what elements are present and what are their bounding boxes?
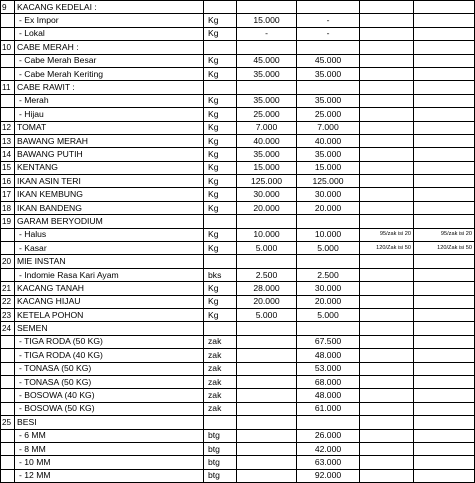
price-previous-cell xyxy=(237,429,297,442)
note-previous-cell: 95/zak isi 20 xyxy=(360,228,414,241)
price-previous-cell: 25.000 xyxy=(237,108,297,121)
price-current-cell: 45.000 xyxy=(297,54,360,67)
item-name-cell: - BOSOWA (40 KG) xyxy=(15,389,204,402)
price-current-cell xyxy=(297,1,360,14)
note-previous-cell xyxy=(360,322,414,335)
price-current-cell: 35.000 xyxy=(297,94,360,107)
note-previous-cell xyxy=(360,349,414,362)
table-row xyxy=(1,94,475,107)
price-current-cell: 68.000 xyxy=(297,375,360,388)
price-previous-cell xyxy=(237,402,297,415)
unit-cell xyxy=(204,1,237,14)
table-row xyxy=(1,282,475,295)
note-previous-cell xyxy=(360,201,414,214)
note-current-cell xyxy=(414,108,475,121)
row-number-cell: 24 xyxy=(1,322,15,335)
item-name-cell: CABE RAWIT : xyxy=(15,81,204,94)
row-number-cell: 10 xyxy=(1,41,15,54)
table-row xyxy=(1,134,475,147)
table-row xyxy=(1,108,475,121)
unit-cell xyxy=(204,215,237,228)
note-current-cell xyxy=(414,41,475,54)
row-number-cell: 15 xyxy=(1,161,15,174)
row-number-cell: 9 xyxy=(1,1,15,14)
note-current-cell xyxy=(414,121,475,134)
note-previous-cell xyxy=(360,469,414,482)
note-current-cell xyxy=(414,268,475,281)
note-current-cell xyxy=(414,282,475,295)
unit-cell: Kg xyxy=(204,54,237,67)
note-current-cell xyxy=(414,375,475,388)
table-row xyxy=(1,54,475,67)
table-row xyxy=(1,27,475,40)
price-current-cell: 61.000 xyxy=(297,402,360,415)
note-previous-cell xyxy=(360,268,414,281)
note-previous-cell xyxy=(360,442,414,455)
price-current-cell: 10.000 xyxy=(297,228,360,241)
note-current-cell xyxy=(414,134,475,147)
unit-cell: btg xyxy=(204,442,237,455)
table-row xyxy=(1,81,475,94)
unit-cell xyxy=(204,322,237,335)
note-previous-cell xyxy=(360,14,414,27)
price-previous-cell: 30.000 xyxy=(237,188,297,201)
note-previous-cell xyxy=(360,54,414,67)
note-previous-cell xyxy=(360,335,414,348)
note-current-cell xyxy=(414,322,475,335)
note-previous-cell xyxy=(360,81,414,94)
item-name-cell: CABE MERAH : xyxy=(15,41,204,54)
price-current-cell: - xyxy=(297,27,360,40)
item-name-cell: - Halus xyxy=(15,228,204,241)
row-number-cell xyxy=(1,54,15,67)
row-number-cell xyxy=(1,362,15,375)
note-current-cell xyxy=(414,416,475,429)
note-previous-cell xyxy=(360,282,414,295)
table-row xyxy=(1,375,475,388)
note-previous-cell xyxy=(360,308,414,321)
note-current-cell xyxy=(414,442,475,455)
unit-cell: Kg xyxy=(204,67,237,80)
item-name-cell: - TIGA RODA (50 KG) xyxy=(15,335,204,348)
unit-cell: Kg xyxy=(204,175,237,188)
item-name-cell: TOMAT xyxy=(15,121,204,134)
row-number-cell: 16 xyxy=(1,175,15,188)
item-name-cell: MIE INSTAN xyxy=(15,255,204,268)
unit-cell: zak xyxy=(204,402,237,415)
note-current-cell xyxy=(414,308,475,321)
table-row xyxy=(1,322,475,335)
note-previous-cell xyxy=(360,134,414,147)
unit-cell: zak xyxy=(204,349,237,362)
note-current-cell xyxy=(414,456,475,469)
unit-cell: btg xyxy=(204,469,237,482)
price-current-cell: 5.000 xyxy=(297,308,360,321)
table-row xyxy=(1,148,475,161)
table-row xyxy=(1,242,475,255)
item-name-cell: IKAN KEMBUNG xyxy=(15,188,204,201)
price-previous-cell: 28.000 xyxy=(237,282,297,295)
row-number-cell xyxy=(1,429,15,442)
note-previous-cell: 120/Zak isi 50 xyxy=(360,242,414,255)
price-current-cell: 92.000 xyxy=(297,469,360,482)
table-row xyxy=(1,188,475,201)
unit-cell: Kg xyxy=(204,134,237,147)
price-current-cell: 15.000 xyxy=(297,161,360,174)
row-number-cell: 17 xyxy=(1,188,15,201)
note-previous-cell xyxy=(360,27,414,40)
price-previous-cell: 40.000 xyxy=(237,134,297,147)
table-row xyxy=(1,121,475,134)
table-row xyxy=(1,442,475,455)
price-previous-cell xyxy=(237,255,297,268)
table-row xyxy=(1,228,475,241)
item-name-cell: BAWANG PUTIH xyxy=(15,148,204,161)
price-current-cell xyxy=(297,81,360,94)
price-previous-cell xyxy=(237,389,297,402)
item-name-cell: - BOSOWA (50 KG) xyxy=(15,402,204,415)
item-name-cell: KACANG TANAH xyxy=(15,282,204,295)
note-previous-cell xyxy=(360,375,414,388)
unit-cell: zak xyxy=(204,375,237,388)
price-previous-cell: 2.500 xyxy=(237,268,297,281)
row-number-cell xyxy=(1,67,15,80)
row-number-cell xyxy=(1,94,15,107)
table-row xyxy=(1,161,475,174)
unit-cell: Kg xyxy=(204,14,237,27)
item-name-cell: - Ex Impor xyxy=(15,14,204,27)
table-row xyxy=(1,416,475,429)
unit-cell: Kg xyxy=(204,27,237,40)
note-current-cell xyxy=(414,402,475,415)
table-row xyxy=(1,402,475,415)
price-previous-cell: 5.000 xyxy=(237,242,297,255)
price-previous-cell: 7.000 xyxy=(237,121,297,134)
item-name-cell: - Hijau xyxy=(15,108,204,121)
item-name-cell: BAWANG MERAH xyxy=(15,134,204,147)
note-previous-cell xyxy=(360,108,414,121)
unit-cell xyxy=(204,81,237,94)
unit-cell: Kg xyxy=(204,242,237,255)
note-current-cell: 95/zak isi 20 xyxy=(414,228,475,241)
price-previous-cell: - xyxy=(237,27,297,40)
note-previous-cell xyxy=(360,1,414,14)
price-current-cell: 5.000 xyxy=(297,242,360,255)
item-name-cell: - TONASA (50 KG) xyxy=(15,375,204,388)
item-name-cell: - 10 MM xyxy=(15,456,204,469)
note-current-cell xyxy=(414,389,475,402)
price-current-cell: 30.000 xyxy=(297,188,360,201)
price-current-cell xyxy=(297,255,360,268)
unit-cell: zak xyxy=(204,335,237,348)
note-current-cell xyxy=(414,14,475,27)
price-current-cell: 53.000 xyxy=(297,362,360,375)
price-current-cell: 7.000 xyxy=(297,121,360,134)
table-row xyxy=(1,389,475,402)
price-current-cell: 125.000 xyxy=(297,175,360,188)
note-current-cell xyxy=(414,161,475,174)
unit-cell: Kg xyxy=(204,282,237,295)
item-name-cell: - Lokal xyxy=(15,27,204,40)
item-name-cell: - Indomie Rasa Kari Ayam xyxy=(15,268,204,281)
price-current-cell: 26.000 xyxy=(297,429,360,442)
unit-cell: btg xyxy=(204,456,237,469)
price-previous-cell xyxy=(237,416,297,429)
table-row xyxy=(1,255,475,268)
price-previous-cell: 35.000 xyxy=(237,67,297,80)
note-previous-cell xyxy=(360,362,414,375)
price-previous-cell xyxy=(237,362,297,375)
unit-cell: zak xyxy=(204,389,237,402)
note-current-cell xyxy=(414,295,475,308)
price-current-cell xyxy=(297,215,360,228)
table-row xyxy=(1,349,475,362)
price-current-cell: 35.000 xyxy=(297,148,360,161)
row-number-cell: 19 xyxy=(1,215,15,228)
note-current-cell xyxy=(414,1,475,14)
unit-cell: Kg xyxy=(204,228,237,241)
note-previous-cell xyxy=(360,429,414,442)
table-row xyxy=(1,295,475,308)
note-current-cell xyxy=(414,175,475,188)
note-previous-cell xyxy=(360,67,414,80)
note-current-cell xyxy=(414,349,475,362)
price-previous-cell xyxy=(237,375,297,388)
unit-cell: Kg xyxy=(204,148,237,161)
note-previous-cell xyxy=(360,175,414,188)
row-number-cell xyxy=(1,228,15,241)
item-name-cell: KACANG HIJAU xyxy=(15,295,204,308)
note-previous-cell xyxy=(360,402,414,415)
item-name-cell: - TIGA RODA (40 KG) xyxy=(15,349,204,362)
price-previous-cell: 15.000 xyxy=(237,161,297,174)
row-number-cell: 22 xyxy=(1,295,15,308)
price-previous-cell: 35.000 xyxy=(237,94,297,107)
price-previous-cell xyxy=(237,469,297,482)
unit-cell: zak xyxy=(204,362,237,375)
row-number-cell xyxy=(1,242,15,255)
table-row xyxy=(1,335,475,348)
table-row xyxy=(1,41,475,54)
table-row xyxy=(1,14,475,27)
row-number-cell xyxy=(1,469,15,482)
row-number-cell xyxy=(1,375,15,388)
unit-cell xyxy=(204,416,237,429)
unit-cell: Kg xyxy=(204,295,237,308)
price-current-cell: 35.000 xyxy=(297,67,360,80)
row-number-cell: 14 xyxy=(1,148,15,161)
unit-cell xyxy=(204,255,237,268)
note-previous-cell xyxy=(360,148,414,161)
price-current-cell: 40.000 xyxy=(297,134,360,147)
unit-cell: Kg xyxy=(204,94,237,107)
price-previous-cell xyxy=(237,322,297,335)
item-name-cell: - Cabe Merah Besar xyxy=(15,54,204,67)
item-name-cell: IKAN BANDENG xyxy=(15,201,204,214)
note-previous-cell xyxy=(360,94,414,107)
item-name-cell: IKAN ASIN TERI xyxy=(15,175,204,188)
item-name-cell: - 8 MM xyxy=(15,442,204,455)
table-row xyxy=(1,429,475,442)
row-number-cell: 12 xyxy=(1,121,15,134)
price-previous-cell: 45.000 xyxy=(237,54,297,67)
unit-cell: Kg xyxy=(204,188,237,201)
row-number-cell xyxy=(1,389,15,402)
unit-cell: Kg xyxy=(204,161,237,174)
note-previous-cell xyxy=(360,161,414,174)
note-current-cell xyxy=(414,469,475,482)
table-row xyxy=(1,201,475,214)
row-number-cell: 25 xyxy=(1,416,15,429)
row-number-cell xyxy=(1,268,15,281)
item-name-cell: - 6 MM xyxy=(15,429,204,442)
note-current-cell xyxy=(414,54,475,67)
note-previous-cell xyxy=(360,389,414,402)
item-name-cell: - TONASA (50 KG) xyxy=(15,362,204,375)
row-number-cell xyxy=(1,14,15,27)
price-current-cell xyxy=(297,416,360,429)
price-current-cell xyxy=(297,322,360,335)
note-previous-cell xyxy=(360,215,414,228)
table-row xyxy=(1,67,475,80)
price-current-cell: 63.000 xyxy=(297,456,360,469)
price-previous-cell xyxy=(237,81,297,94)
price-previous-cell xyxy=(237,456,297,469)
note-current-cell xyxy=(414,94,475,107)
item-name-cell: KENTANG xyxy=(15,161,204,174)
price-current-cell: 2.500 xyxy=(297,268,360,281)
note-current-cell xyxy=(414,27,475,40)
price-previous-cell: 5.000 xyxy=(237,308,297,321)
row-number-cell: 18 xyxy=(1,201,15,214)
note-current-cell: 120/Zak isi 50 xyxy=(414,242,475,255)
row-number-cell: 21 xyxy=(1,282,15,295)
price-previous-cell: 20.000 xyxy=(237,201,297,214)
row-number-cell: 23 xyxy=(1,308,15,321)
row-number-cell: 11 xyxy=(1,81,15,94)
price-current-cell: 20.000 xyxy=(297,295,360,308)
note-current-cell xyxy=(414,188,475,201)
item-name-cell: - Cabe Merah Keriting xyxy=(15,67,204,80)
table-row xyxy=(1,308,475,321)
price-current-cell: - xyxy=(297,14,360,27)
price-current-cell: 20.000 xyxy=(297,201,360,214)
item-name-cell: SEMEN xyxy=(15,322,204,335)
price-previous-cell: 20.000 xyxy=(237,295,297,308)
note-current-cell xyxy=(414,255,475,268)
price-previous-cell xyxy=(237,1,297,14)
item-name-cell: - Merah xyxy=(15,94,204,107)
item-name-cell: KETELA POHON xyxy=(15,308,204,321)
item-name-cell: BESI xyxy=(15,416,204,429)
item-name-cell: KACANG KEDELAI : xyxy=(15,1,204,14)
price-previous-cell xyxy=(237,442,297,455)
item-name-cell: - 12 MM xyxy=(15,469,204,482)
note-current-cell xyxy=(414,335,475,348)
price-current-cell xyxy=(297,41,360,54)
table-row xyxy=(1,175,475,188)
note-current-cell xyxy=(414,362,475,375)
item-name-cell: GARAM BERYODIUM xyxy=(15,215,204,228)
unit-cell xyxy=(204,41,237,54)
note-current-cell xyxy=(414,429,475,442)
price-current-cell: 48.000 xyxy=(297,349,360,362)
price-previous-cell xyxy=(237,335,297,348)
table-row xyxy=(1,362,475,375)
price-previous-cell xyxy=(237,215,297,228)
item-name-cell: - Kasar xyxy=(15,242,204,255)
unit-cell: Kg xyxy=(204,121,237,134)
note-previous-cell xyxy=(360,121,414,134)
unit-cell: bks xyxy=(204,268,237,281)
unit-cell: Kg xyxy=(204,308,237,321)
price-current-cell: 42.000 xyxy=(297,442,360,455)
table-row xyxy=(1,1,475,14)
table-row xyxy=(1,268,475,281)
row-number-cell xyxy=(1,402,15,415)
unit-cell: Kg xyxy=(204,108,237,121)
unit-cell: Kg xyxy=(204,201,237,214)
note-previous-cell xyxy=(360,416,414,429)
row-number-cell xyxy=(1,442,15,455)
price-current-cell: 25.000 xyxy=(297,108,360,121)
note-previous-cell xyxy=(360,295,414,308)
table-body xyxy=(1,1,475,483)
price-current-cell: 48.000 xyxy=(297,389,360,402)
price-previous-cell: 35.000 xyxy=(237,148,297,161)
row-number-cell xyxy=(1,349,15,362)
row-number-cell xyxy=(1,456,15,469)
price-current-cell: 30.000 xyxy=(297,282,360,295)
row-number-cell xyxy=(1,335,15,348)
note-current-cell xyxy=(414,81,475,94)
note-previous-cell xyxy=(360,188,414,201)
table-row xyxy=(1,215,475,228)
unit-cell: btg xyxy=(204,429,237,442)
table-row xyxy=(1,469,475,482)
note-previous-cell xyxy=(360,255,414,268)
note-current-cell xyxy=(414,67,475,80)
table-row xyxy=(1,456,475,469)
note-current-cell xyxy=(414,215,475,228)
row-number-cell xyxy=(1,108,15,121)
row-number-cell xyxy=(1,27,15,40)
price-previous-cell: 10.000 xyxy=(237,228,297,241)
note-previous-cell xyxy=(360,456,414,469)
note-current-cell xyxy=(414,148,475,161)
note-previous-cell xyxy=(360,41,414,54)
price-current-cell: 67.500 xyxy=(297,335,360,348)
price-previous-cell: 125.000 xyxy=(237,175,297,188)
price-previous-cell xyxy=(237,349,297,362)
price-previous-cell xyxy=(237,41,297,54)
price-previous-cell: 15.000 xyxy=(237,14,297,27)
note-current-cell xyxy=(414,201,475,214)
row-number-cell: 20 xyxy=(1,255,15,268)
row-number-cell: 13 xyxy=(1,134,15,147)
